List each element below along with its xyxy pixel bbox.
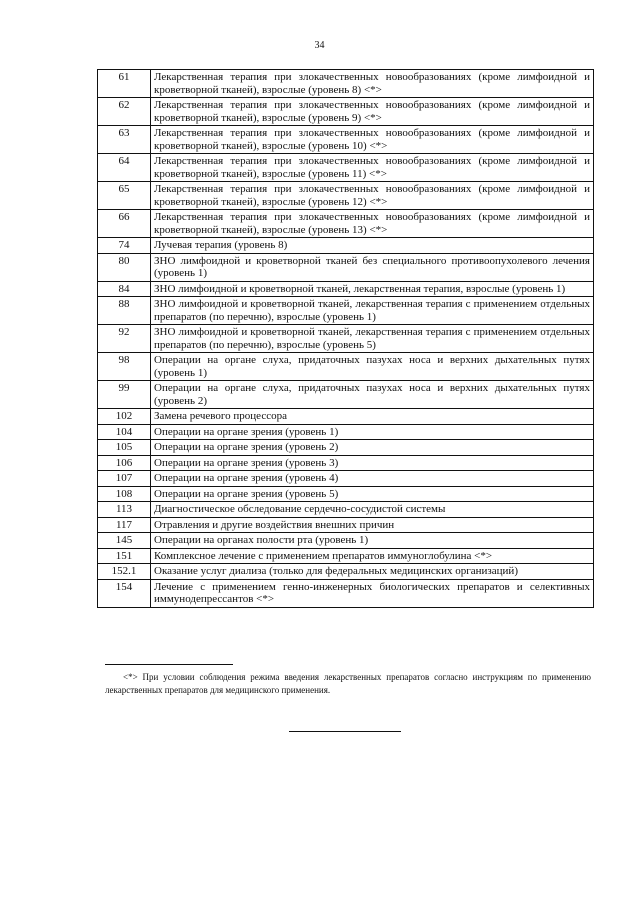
- row-code: 62: [98, 98, 151, 126]
- table-row: [98, 548, 594, 564]
- row-description: Лекарственная терапия при злокачественных новообразованиях (кроме лимфоидной и кроветворной тканей), взрослые (уровень 8) <*>: [151, 70, 594, 98]
- row-code: 107: [98, 471, 151, 487]
- row-description: Лекарственная терапия при злокачественных новообразованиях (кроме лимфоидной и кроветворной тканей), взрослые (уровень 9) <*>: [151, 98, 594, 126]
- row-code: 98: [98, 353, 151, 381]
- row-code: 108: [98, 486, 151, 502]
- row-code: 74: [98, 238, 151, 254]
- table-row: [98, 238, 594, 254]
- row-code: 61: [98, 70, 151, 98]
- row-code: 104: [98, 424, 151, 440]
- row-description: ЗНО лимфоидной и кроветворной тканей, лекарственная терапия с применением отдельных препаратов (по перечню), взрослые (уровень 5): [151, 325, 594, 353]
- table-row: [98, 486, 594, 502]
- footnote: <*> При условии соблюдения режима введения лекарственных препаратов согласно инструкциям по применению лекарственных препаратов для медицинского применения.: [105, 672, 591, 695]
- ksg-table: [97, 69, 594, 608]
- end-of-document-line: [289, 731, 401, 732]
- table-row: [98, 579, 594, 607]
- row-description: Операции на органе зрения (уровень 2): [151, 440, 594, 456]
- row-code: 105: [98, 440, 151, 456]
- row-description: Операции на органе слуха, придаточных пазухах носа и верхних дыхательных путях (уровень 2): [151, 381, 594, 409]
- row-description: ЗНО лимфоидной и кроветворной тканей, лекарственная терапия с применением отдельных препаратов (по перечню), взрослые (уровень 1): [151, 297, 594, 325]
- row-description: Лекарственная терапия при злокачественных новообразованиях (кроме лимфоидной и кроветворной тканей), взрослые (уровень 10) <*>: [151, 126, 594, 154]
- table-row: [98, 381, 594, 409]
- table-row: [98, 253, 594, 281]
- row-description: Операции на органах полости рта (уровень 1): [151, 533, 594, 549]
- row-code: 106: [98, 455, 151, 471]
- table-row: [98, 533, 594, 549]
- row-description: Лечение с применением генно-инженерных биологических препаратов и селективных иммунодепрессантов <*>: [151, 579, 594, 607]
- row-code: 154: [98, 579, 151, 607]
- row-code: 99: [98, 381, 151, 409]
- table-row: [98, 325, 594, 353]
- row-code: 145: [98, 533, 151, 549]
- row-description: Лекарственная терапия при злокачественных новообразованиях (кроме лимфоидной и кроветворной тканей), взрослые (уровень 13) <*>: [151, 210, 594, 238]
- row-description: Лучевая терапия (уровень 8): [151, 238, 594, 254]
- row-code: 65: [98, 182, 151, 210]
- table-row: [98, 297, 594, 325]
- row-code: 102: [98, 409, 151, 425]
- footnote-separator: [105, 664, 233, 665]
- table-row: [98, 424, 594, 440]
- row-code: 151: [98, 548, 151, 564]
- table-row: [98, 210, 594, 238]
- row-code: 113: [98, 502, 151, 518]
- row-description: Лекарственная терапия при злокачественных новообразованиях (кроме лимфоидной и кроветворной тканей), взрослые (уровень 11) <*>: [151, 154, 594, 182]
- row-code: 152.1: [98, 564, 151, 580]
- table-row: [98, 98, 594, 126]
- table-row: [98, 409, 594, 425]
- table-row: [98, 502, 594, 518]
- table-row: [98, 154, 594, 182]
- row-description: Операции на органе зрения (уровень 3): [151, 455, 594, 471]
- table-row: [98, 471, 594, 487]
- row-code: 63: [98, 126, 151, 154]
- row-code: 117: [98, 517, 151, 533]
- table-row: [98, 517, 594, 533]
- row-code: 88: [98, 297, 151, 325]
- table-row: [98, 564, 594, 580]
- row-description: Отравления и другие воздействия внешних причин: [151, 517, 594, 533]
- table-row: [98, 353, 594, 381]
- row-code: 64: [98, 154, 151, 182]
- row-code: 84: [98, 281, 151, 297]
- table-row: [98, 70, 594, 98]
- row-code: 66: [98, 210, 151, 238]
- row-description: Лекарственная терапия при злокачественных новообразованиях (кроме лимфоидной и кроветворной тканей), взрослые (уровень 12) <*>: [151, 182, 594, 210]
- row-description: Операции на органе слуха, придаточных пазухах носа и верхних дыхательных путях (уровень 1): [151, 353, 594, 381]
- row-description: Оказание услуг диализа (только для федеральных медицинских организаций): [151, 564, 594, 580]
- table-row: [98, 182, 594, 210]
- row-code: 92: [98, 325, 151, 353]
- table-row: [98, 440, 594, 456]
- row-description: ЗНО лимфоидной и кроветворной тканей без специального противоопухолевого лечения (уровень 1): [151, 253, 594, 281]
- page-number: 34: [314, 40, 325, 51]
- row-description: Операции на органе зрения (уровень 4): [151, 471, 594, 487]
- row-description: Замена речевого процессора: [151, 409, 594, 425]
- row-description: Операции на органе зрения (уровень 1): [151, 424, 594, 440]
- table-row: [98, 455, 594, 471]
- row-description: Операции на органе зрения (уровень 5): [151, 486, 594, 502]
- row-description: Комплексное лечение с применением препаратов иммуноглобулина <*>: [151, 548, 594, 564]
- row-code: 80: [98, 253, 151, 281]
- row-description: Диагностическое обследование сердечно-сосудистой системы: [151, 502, 594, 518]
- row-description: ЗНО лимфоидной и кроветворной тканей, лекарственная терапия, взрослые (уровень 1): [151, 281, 594, 297]
- table-row: [98, 126, 594, 154]
- table-row: [98, 281, 594, 297]
